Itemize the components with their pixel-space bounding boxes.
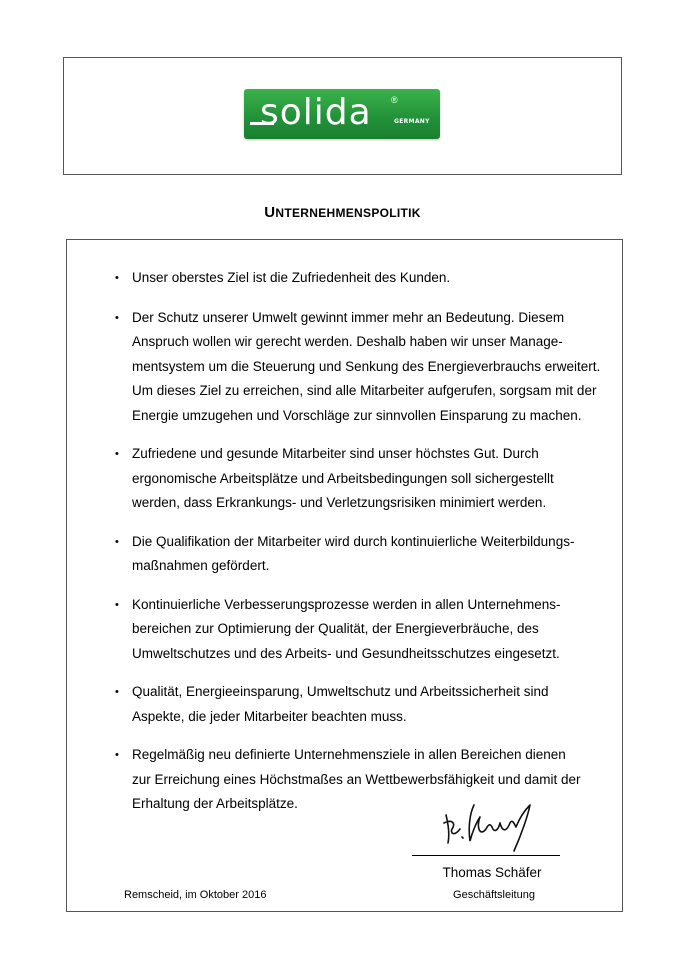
page-title-rest: NTERNEHMENSPOLITIK (275, 206, 421, 220)
policy-text-line: Die Qualifikation der Mitarbeiter wird durch kontinuierliche Weiterbildungs- (132, 533, 575, 549)
bullet-icon: • (115, 535, 119, 548)
policy-item (112, 442, 592, 516)
signer-role: Geschäftsleitung (453, 889, 535, 901)
bullet-icon: • (115, 686, 119, 698)
logo-subtitle: GERMANY (394, 118, 430, 125)
policy-text-line: Der Schutz unserer Umwelt gewinnt immer mehr an Bedeutung. Diesem (132, 309, 565, 325)
logo-brand-text: solida (260, 92, 372, 133)
place-date: Remscheid, im Oktober 2016 (124, 889, 267, 901)
policy-text-line: maßnahmen gefördert. (132, 558, 270, 573)
policy-text-line: Energie umzugehen und Vorschläge zur sinnvollen Einsparung zu machen. (132, 407, 582, 423)
bullet-icon: • (115, 311, 119, 324)
policy-text-line: Kontinuierliche Verbesserungsprozesse werden in allen Unternehmens- (132, 596, 561, 612)
policy-text-line: Unser oberstes Ziel ist die Zufriedenheit des Kunden. (132, 270, 451, 285)
policy-list (112, 266, 601, 831)
solida-logo (244, 89, 440, 139)
bullet-icon: • (115, 272, 119, 284)
policy-item (112, 680, 592, 729)
handwritten-signature (440, 793, 552, 853)
policy-item (112, 530, 592, 579)
policy-text-line: Zufriedene und gesunde Mitarbeiter sind unser höchstes Gut. Durch (132, 446, 539, 461)
policy-item (112, 593, 592, 667)
bullet-icon: • (115, 749, 119, 761)
policy-text-line: mentsystem um die Steuerung und Senkung des Energieverbrauchs erweitert. (132, 358, 601, 374)
policy-item (112, 306, 601, 429)
page-title-initial: U (264, 204, 276, 221)
policy-text-line: Anspruch wollen wir gerecht werden. Deshalb haben wir unser Manage- (132, 334, 563, 349)
policy-text-line: Aspekte, die jeder Mitarbeiter beachten muss. (132, 708, 407, 724)
policy-item (112, 266, 592, 291)
policy-text-line: bereichen zur Optimierung der Qualität, der Energieverbräuche, des (132, 621, 539, 636)
bullet-icon: • (115, 448, 119, 460)
policy-text-line: ergonomische Arbeitsplätze und Arbeitsbedingungen soll sichergestellt (132, 470, 554, 486)
policy-text-line: Qualität, Energieeinsparung, Umweltschutz und Arbeitssicherheit sind (132, 684, 549, 699)
page-title (0, 204, 685, 221)
bullet-icon: • (115, 598, 119, 611)
policy-text-line: Regelmäßig neu definierte Unternehmensziele in allen Bereichen dienen (132, 747, 566, 762)
policy-text-line: Umweltschutzes und des Arbeits- und Gesundheitsschutzes eingesetzt. (132, 645, 560, 661)
policy-text-line: Um dieses Ziel zu erreichen, sind alle Mitarbeiter aufgerufen, sorgsam mit der (132, 383, 597, 398)
policy-text-line: zur Erreichung eines Höchstmaßes an Wettbewerbsfähigkeit und damit der (132, 771, 581, 787)
signer-name: Thomas Schäfer (442, 865, 542, 880)
policy-text-line: Erhaltung der Arbeitsplätze. (132, 796, 298, 811)
signature-line (412, 855, 560, 856)
policy-text-line: werden, dass Erkrankungs- und Verletzungsrisiken minimiert werden. (132, 495, 547, 510)
logo-registered-mark: ® (391, 95, 398, 105)
